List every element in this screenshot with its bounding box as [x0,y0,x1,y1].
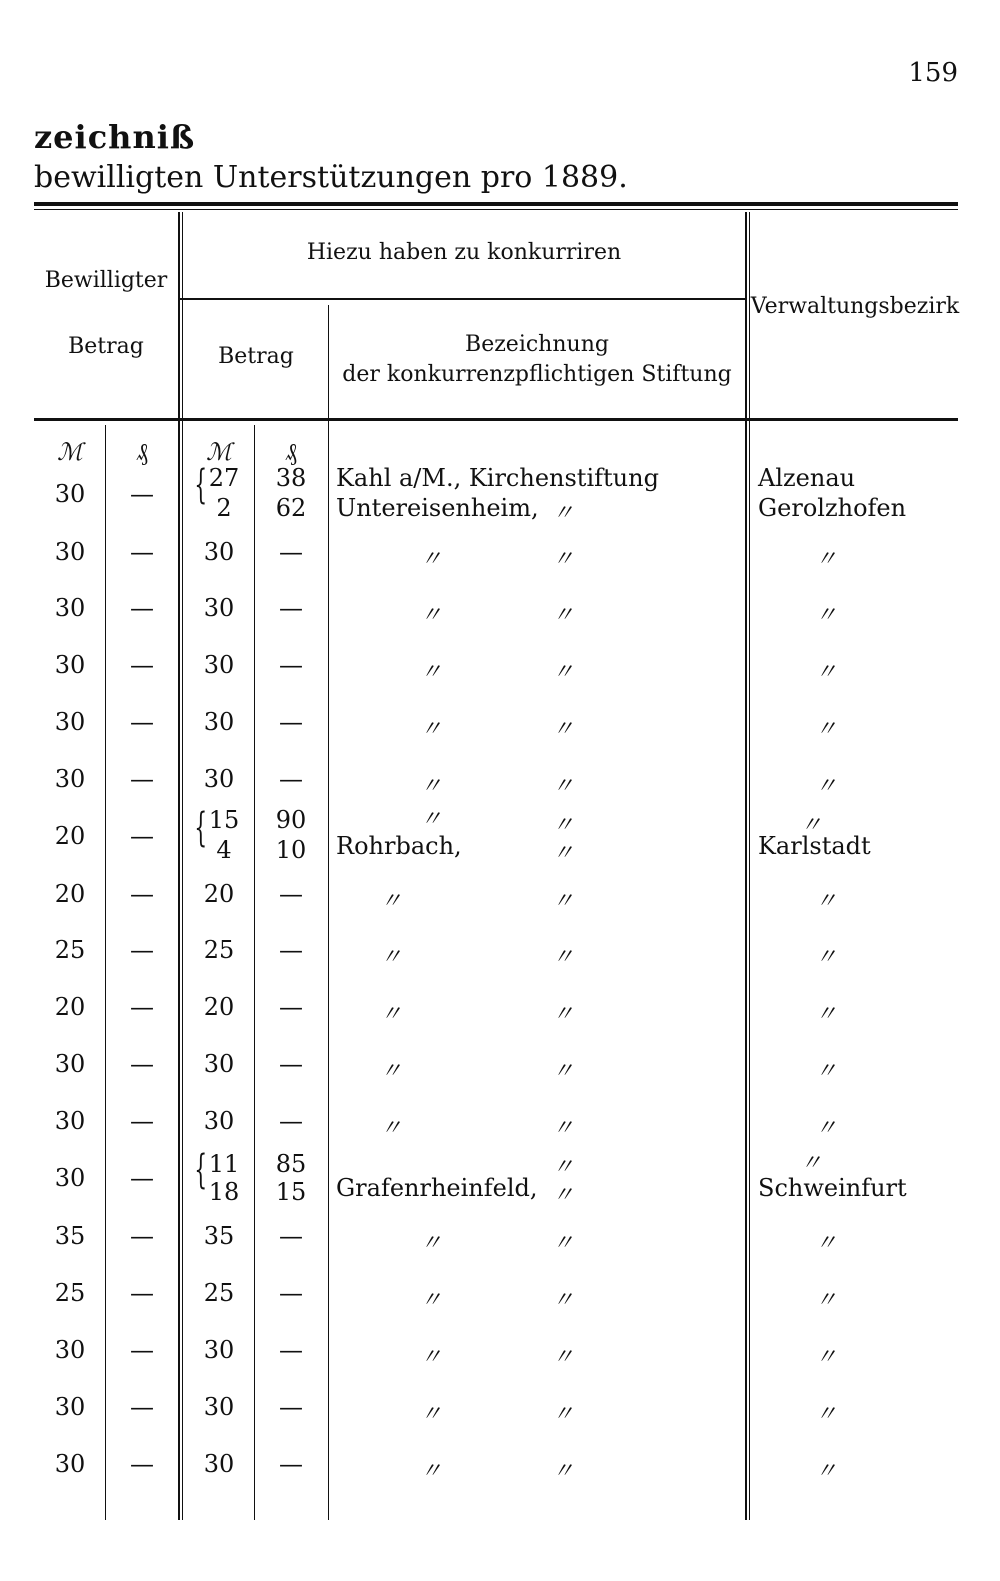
row-18-ditto: 〃 [552,1459,575,1484]
row-10-konk-pf: — [279,993,303,1021]
row-12-bezirk-ditto: 〃 [815,1116,838,1141]
col-line-3 [254,425,255,1520]
row-1-mark: 30 [54,480,86,508]
row-17-pf: — [130,1393,154,1421]
row-5-stiftung-ditto: 〃 [420,717,443,742]
col-line-4 [328,305,329,1520]
subheading: bewilligten Unterstützungen pro 1889. [34,160,628,195]
row-4-bezirk-ditto: 〃 [815,660,838,685]
row-13-mark: 30 [54,1164,86,1192]
row-7-pf: — [130,822,154,850]
row-7a-pf: 90 [275,806,307,834]
col-line-5b [749,212,750,1520]
unit-mark-1: ℳ [57,438,83,466]
row-6-bezirk-ditto: 〃 [815,774,838,799]
row-2-bezirk-ditto: 〃 [815,547,838,572]
row-18-mark: 30 [54,1450,86,1478]
row-8-bezirk-ditto: 〃 [815,889,838,914]
row-12-konk-mark: 30 [203,1107,235,1135]
row-13a-mark: 11 [208,1150,240,1178]
page-number: 159 [908,58,958,88]
row-15-mark: 25 [54,1279,86,1307]
row-16-ditto: 〃 [552,1345,575,1370]
row-7a-ditto: 〃 [552,813,575,838]
row-17-konk-mark: 30 [203,1393,235,1421]
row-16-pf: — [130,1336,154,1364]
row-5-bezirk-ditto: 〃 [815,717,838,742]
row-17-stiftung-ditto: 〃 [420,1402,443,1427]
row-1a-mark: 27 [208,464,240,492]
row-5-pf: — [130,708,154,736]
row-13b-pf: 15 [275,1178,307,1206]
row-3-bezirk-ditto: 〃 [815,603,838,628]
row-13a-ditto: 〃 [552,1155,575,1180]
row-7-mark: 20 [54,822,86,850]
col-line-5 [745,212,747,1520]
row-2-stiftung-ditto: 〃 [420,547,443,572]
row-18-bezirk-ditto: 〃 [815,1459,838,1484]
row-1b-mark: 2 [216,494,232,522]
row-7b-pf: 10 [275,836,307,864]
row-10-pf: — [130,993,154,1021]
row-11-konk-mark: 30 [203,1050,235,1078]
brace: { [194,462,208,508]
row-3-mark: 30 [54,594,86,622]
row-12-mark: 30 [54,1107,86,1135]
row-11-ditto: 〃 [552,1059,575,1084]
col-line-2 [178,212,180,1520]
header-verwaltungsbezirk: Verwaltungsbezirk [750,294,960,319]
row-2-mark: 30 [54,538,86,566]
row-13a-pf: 85 [275,1150,307,1178]
row-12-stiftung-ditto: 〃 [380,1116,403,1141]
row-16-stiftung-ditto: 〃 [420,1345,443,1370]
row-4-pf: — [130,651,154,679]
row-13b-ditto: 〃 [552,1183,575,1208]
top-rule [34,202,958,206]
row-8-ditto: 〃 [552,889,575,914]
row-14-stiftung-ditto: 〃 [420,1231,443,1256]
row-3-stiftung-ditto: 〃 [420,603,443,628]
row-6-pf: — [130,765,154,793]
row-5-konk-mark: 30 [203,708,235,736]
header-bottom-rule [34,418,958,421]
row-16-bezirk-ditto: 〃 [815,1345,838,1370]
row-7b-ditto: 〃 [552,841,575,866]
heading: zeichniß [34,118,196,156]
row-4-konk-pf: — [279,651,303,679]
row-17-bezirk-ditto: 〃 [815,1402,838,1427]
row-16-konk-pf: — [279,1336,303,1364]
row-13b-bezirk: Schweinfurt [758,1174,907,1202]
row-11-konk-pf: — [279,1050,303,1078]
row-14-bezirk-ditto: 〃 [815,1231,838,1256]
row-18-konk-mark: 30 [203,1450,235,1478]
row-13-pf: — [130,1164,154,1192]
row-1a-bezirk: Alzenau [758,464,856,492]
row-14-pf: — [130,1222,154,1250]
row-4-ditto: 〃 [552,660,575,685]
header-bezeichnung: Bezeichnung [465,332,609,357]
row-14-ditto: 〃 [552,1231,575,1256]
header-mid-rule [180,298,746,300]
row-3-konk-pf: — [279,594,303,622]
row-8-konk-mark: 20 [203,880,235,908]
row-10-ditto: 〃 [552,1002,575,1027]
row-9-ditto: 〃 [552,945,575,970]
row-15-konk-mark: 25 [203,1279,235,1307]
header-betrag-1: Betrag [68,334,144,359]
unit-pf-1: ₰ [136,438,148,466]
row-17-ditto: 〃 [552,1402,575,1427]
row-4-stiftung-ditto: 〃 [420,660,443,685]
col-line-1 [105,425,106,1520]
row-1b-bezirk: Gerolzhofen [758,494,907,522]
row-10-mark: 20 [54,993,86,1021]
row-7a-bezirk: 〃 [800,813,823,838]
row-6-konk-mark: 30 [203,765,235,793]
row-13b-mark: 18 [208,1178,240,1206]
unit-pf-2: ₰ [285,438,297,466]
row-10-konk-mark: 20 [203,993,235,1021]
brace: { [194,805,208,851]
row-15-konk-pf: — [279,1279,303,1307]
row-15-bezirk-ditto: 〃 [815,1288,838,1313]
row-11-bezirk-ditto: 〃 [815,1059,838,1084]
row-12-konk-pf: — [279,1107,303,1135]
row-11-pf: — [130,1050,154,1078]
row-1b-ditto: 〃 [552,501,575,526]
row-8-pf: — [130,880,154,908]
row-1a-stiftung: Kahl a/M., Kirchenstiftung [336,464,659,492]
row-6-konk-pf: — [279,765,303,793]
row-1-pf: — [130,480,154,508]
header-bezeichnung-2: der konkurrenzpflichtigen Stiftung [342,362,732,387]
brace: { [194,1147,208,1193]
row-15-ditto: 〃 [552,1288,575,1313]
row-6-mark: 30 [54,765,86,793]
row-7b-stiftung: Rohrbach, [336,832,462,860]
row-1b-pf: 62 [275,494,307,522]
row-14-mark: 35 [54,1222,86,1250]
row-13b-stiftung: Grafenrheinfeld, [336,1174,538,1202]
row-14-konk-pf: — [279,1222,303,1250]
row-18-konk-pf: — [279,1450,303,1478]
row-2-konk-mark: 30 [203,538,235,566]
row-17-konk-pf: — [279,1393,303,1421]
row-15-pf: — [130,1279,154,1307]
row-13a-bezirk: 〃 [800,1151,823,1176]
row-9-konk-mark: 25 [203,936,235,964]
row-9-konk-pf: — [279,936,303,964]
row-10-stiftung-ditto: 〃 [380,1002,403,1027]
row-6-ditto: 〃 [552,774,575,799]
header-bewilligter: Bewilligter [44,268,168,293]
row-16-konk-mark: 30 [203,1336,235,1364]
header-betrag-2: Betrag [218,344,294,369]
row-2-ditto: 〃 [552,547,575,572]
row-8-stiftung-ditto: 〃 [380,889,403,914]
row-5-ditto: 〃 [552,717,575,742]
col-line-2b [182,212,183,1520]
row-2-konk-pf: — [279,538,303,566]
row-2-pf: — [130,538,154,566]
row-18-stiftung-ditto: 〃 [420,1459,443,1484]
row-8-konk-pf: — [279,880,303,908]
row-7a-mark: 15 [208,806,240,834]
row-1b-stiftung: Untereisenheim, [336,494,539,522]
row-12-ditto: 〃 [552,1116,575,1141]
row-9-stiftung-ditto: 〃 [380,945,403,970]
row-6-stiftung-ditto: 〃 [420,774,443,799]
row-9-bezirk-ditto: 〃 [815,945,838,970]
row-5-mark: 30 [54,708,86,736]
row-15-stiftung-ditto: 〃 [420,1288,443,1313]
header-konkurrieren: Hiezu haben zu konkurriren [306,240,622,265]
row-3-konk-mark: 30 [203,594,235,622]
row-4-mark: 30 [54,651,86,679]
row-7a-stiftung: 〃 [420,807,443,832]
row-14-konk-mark: 35 [203,1222,235,1250]
row-9-mark: 25 [54,936,86,964]
unit-mark-2: ℳ [206,438,232,466]
row-3-ditto: 〃 [552,603,575,628]
row-1a-pf: 38 [275,464,307,492]
row-18-pf: — [130,1450,154,1478]
row-10-bezirk-ditto: 〃 [815,1002,838,1027]
row-11-mark: 30 [54,1050,86,1078]
row-11-stiftung-ditto: 〃 [380,1059,403,1084]
row-12-pf: — [130,1107,154,1135]
top-rule-thin [34,209,958,210]
row-4-konk-mark: 30 [203,651,235,679]
row-16-mark: 30 [54,1336,86,1364]
row-17-mark: 30 [54,1393,86,1421]
row-8-mark: 20 [54,880,86,908]
row-5-konk-pf: — [279,708,303,736]
row-7b-bezirk: Karlstadt [758,832,871,860]
row-7b-mark: 4 [216,836,232,864]
row-9-pf: — [130,936,154,964]
row-3-pf: — [130,594,154,622]
